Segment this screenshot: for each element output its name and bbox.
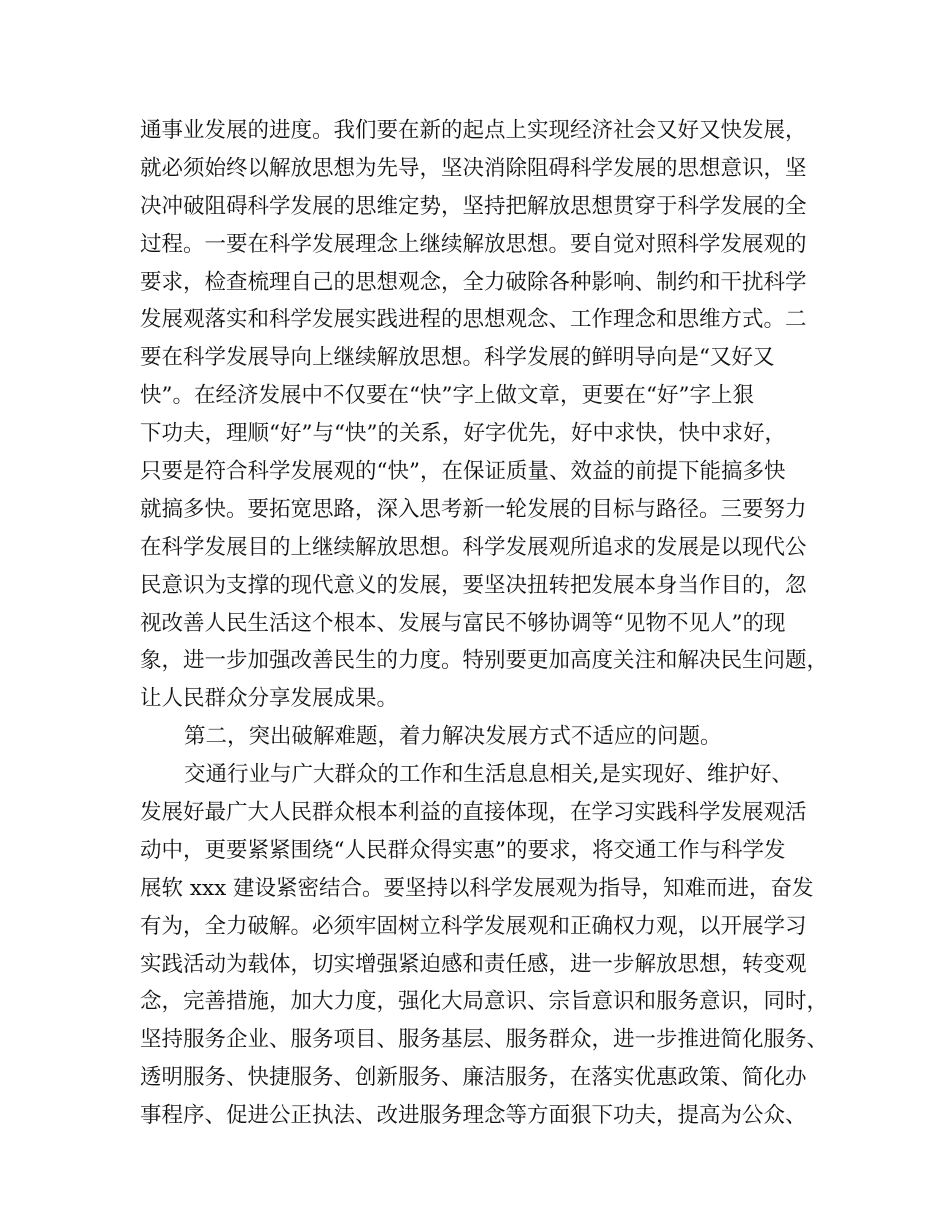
text-line: 就搞多快。要拓宽思路，深入思考新一轮发展的目标与路径。三要努力 <box>140 496 807 522</box>
text-line: 就必须始终以解放思想为先导，坚决消除阻碍科学发展的思想意识，坚 <box>140 155 807 181</box>
text-line: 下功夫，理顺“好”与“快”的关系，好字优先，好中求快，快中求好， <box>140 421 786 447</box>
text-line: 透明服务、快捷服务、创新服务、廉洁服务，在落实优惠政策、简化办 <box>140 1065 807 1091</box>
section-heading-line: 第二，突出破解难题，着力解决发展方式不适应的问题。 <box>184 724 722 750</box>
text-line: 过程。一要在科学发展理念上继续解放思想。要自觉对照科学发展观的 <box>140 231 807 257</box>
text-line: 展软 xxx 建设紧密结合。要坚持以科学发展观为指导，知难而进，奋发 <box>140 875 814 901</box>
text-line: 实践活动为载体，切实增强紧迫感和责任感，进一步解放思想，转变观 <box>140 951 807 977</box>
text-line: 发展观落实和科学发展实践进程的思想观念、工作理念和思维方式。二 <box>140 307 807 333</box>
text-line: 象，进一步加强改善民生的力度。特别要更加高度关注和解决民生问题， <box>140 648 829 674</box>
text-line: 事程序、促进公正执法、改进服务理念等方面狠下功夫，提高为公众、 <box>140 1103 807 1129</box>
text-line: 在科学发展目的上继续解放思想。科学发展观所追求的发展是以现代公 <box>140 534 807 560</box>
paragraph-first-line: 交通行业与广大群众的工作和生活息息相关,是实现好、维护好、 <box>184 762 793 788</box>
text-line: 念，完善措施，加大力度，强化大局意识、宗旨意识和服务意识，同时， <box>140 989 829 1015</box>
text-line: 只要是符合科学发展观的“快”，在保证质量、效益的前提下能搞多快 <box>140 459 786 485</box>
text-line: 通事业发展的进度。我们要在新的起点上实现经济社会又好又快发展， <box>140 118 807 143</box>
text-line: 发展好最广大人民群众根本利益的直接体现，在学习实践科学发展观活 <box>140 800 807 826</box>
text-line: 决冲破阻碍科学发展的思维定势，坚持把解放思想贯穿于科学发展的全 <box>140 193 807 219</box>
text-line: 坚持服务企业、服务项目、服务基层、服务群众，进一步推进简化服务、 <box>140 1027 829 1053</box>
document-body <box>140 112 830 1135</box>
text-line: 要在科学发展导向上继续解放思想。科学发展的鲜明导向是“又好又 <box>140 345 775 371</box>
text-line: 要求，检查梳理自己的思想观念，全力破除各种影响、制约和干扰科学 <box>140 269 807 295</box>
text-line: 有为，全力破解。必须牢固树立科学发展观和正确权力观，以开展学习 <box>140 913 807 939</box>
text-line: 视改善人民生活这个根本、发展与富民不够协调等“见物不见人”的现 <box>140 610 786 636</box>
text-line: 动中，更要紧紧围绕“人民群众得实惠”的要求，将交通工作与科学发 <box>140 837 786 863</box>
text-line: 民意识为支撑的现代意义的发展，要坚决扭转把发展本身当作目的，忽 <box>140 572 807 598</box>
text-line: 让人民群众分享发展成果。 <box>140 686 399 712</box>
text-line: 快”。在经济发展中不仅要在“快”字上做文章，更要在“好”字上狠 <box>140 383 754 409</box>
